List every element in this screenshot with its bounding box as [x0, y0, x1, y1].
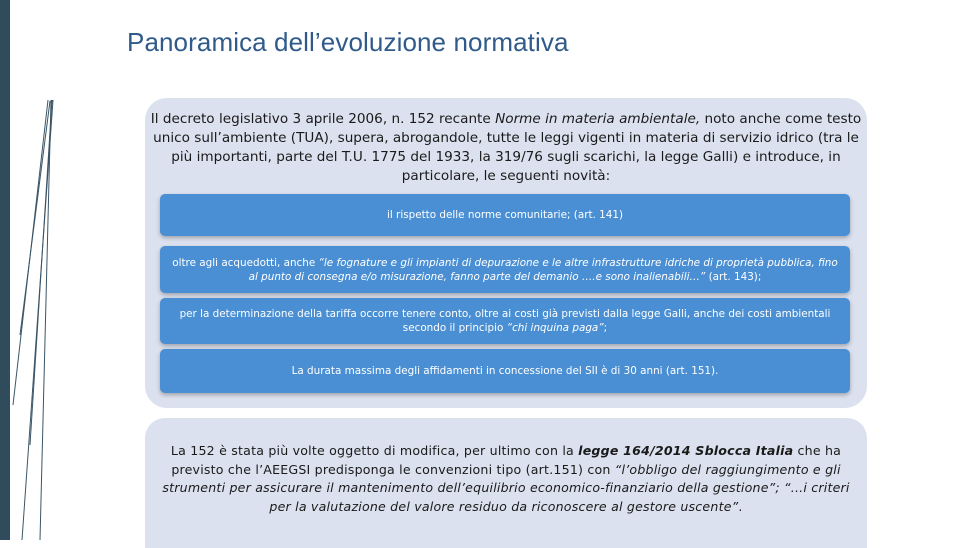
- novelty-card-public-domain: [160, 246, 850, 293]
- amendments-law-name: legge 164/2014 Sblocca Italia: [578, 443, 794, 458]
- intro-text-part1: Il decreto legislativo 3 aprile 2006, n. 152 recante: [150, 111, 496, 127]
- intro-text-part3: noto anche come testo unico sull’ambiente (TUA), supera, abrogandole, tutte le leggi vigenti in materia di servizio idrico (tra le più importanti, parte del T.U. 1775 del 1933, la 319/76 sugli scarichi, la legge Galli) e introduce, in particolare, le seguenti novità:: [153, 111, 862, 184]
- novelty-card-tariff: [160, 298, 850, 344]
- card-text-tail: (art. 143);: [705, 270, 762, 283]
- card-text-quote: “le fognature e gli impianti di depurazione e le altre infrastrutture idriche di proprietà pubblica, fino al punto di consegna e/o misurazione, fanno parte del demanio ….e sono inalienabili…”: [248, 256, 838, 283]
- amendments-quote: “l’obbligo del raggiungimento e gli strumenti per assicurare il mantenimento dell’equilibrio economico-finanziario della gestione”; “...i criteri per la valutazione del valore residuo da riconoscere al gestore uscente”: [162, 461, 850, 514]
- amendments-paragraph: [150, 442, 862, 516]
- novelty-card-eu-norms: [160, 194, 850, 236]
- card-text-quote: “chi inquina paga”: [506, 322, 604, 334]
- decorative-lines: [10, 95, 55, 540]
- card-text: il rispetto delle norme comunitarie; (art. 141): [386, 209, 624, 221]
- card-text-lead: oltre agli acquedotti, anche: [172, 256, 319, 269]
- intro-text-italic: Norme in materia ambientale,: [495, 111, 701, 127]
- card-text: [172, 256, 838, 284]
- card-text: La durata massima degli affidamenti in concessione del SII è di 30 anni (art. 151).: [291, 365, 719, 377]
- amendments-text-part3: .: [738, 498, 743, 514]
- intro-paragraph: [150, 110, 862, 186]
- amendments-text-part2: che ha previsto che l’AEEGSI predisponga le convenzioni tipo (art.151) con: [171, 443, 842, 477]
- sidebar-band: [0, 0, 10, 540]
- card-text-tail: ;: [603, 322, 608, 334]
- card-text: [172, 307, 838, 335]
- card-text-lead: per la determinazione della tariffa occorre tenere conto, oltre ai costi già previsti dalla legge Galli, anche dei costi ambientali secondo il principio: [179, 308, 831, 334]
- page-title: Panoramica dell’evoluzione normativa: [127, 27, 569, 57]
- novelty-card-concession-duration: [160, 349, 850, 393]
- amendments-text-part1: La 152 è stata più volte oggetto di modifica, per ultimo con la: [170, 443, 579, 458]
